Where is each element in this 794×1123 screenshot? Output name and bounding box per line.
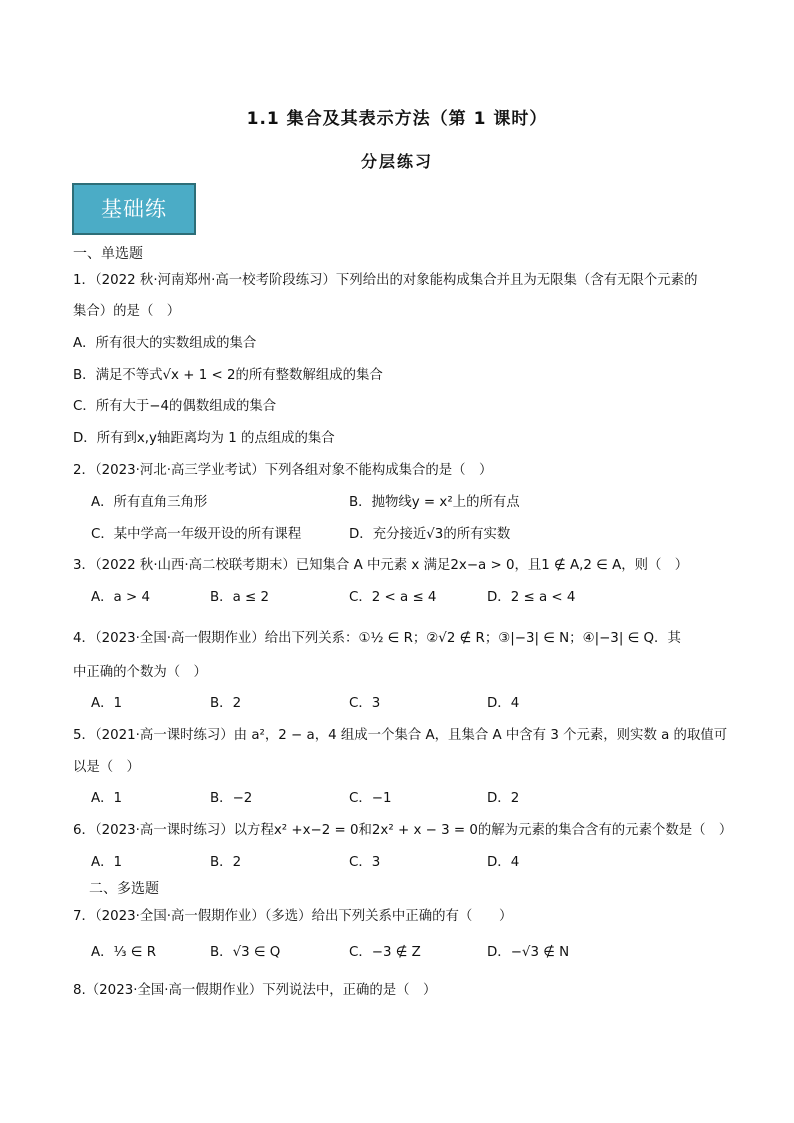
question-5-option-d: D．2 bbox=[487, 791, 520, 806]
question-6-option-d: D．4 bbox=[487, 855, 520, 870]
question-7-stem: 7．（2023·全国·高一假期作业）（多选）给出下列关系中正确的有（ ） bbox=[73, 909, 513, 924]
section-single-choice: 一、单选题 bbox=[73, 246, 143, 262]
question-3-option-d: D．2 ≤ a < 4 bbox=[487, 590, 576, 605]
question-4-stem-cont: 中正确的个数为（ ） bbox=[73, 665, 207, 680]
question-7-option-a: A．⅓ ∈ R bbox=[91, 945, 157, 960]
question-5-option-a: A．1 bbox=[91, 791, 123, 806]
question-5-stem: 5．（2021·高一课时练习）由 a²，2 − a，4 组成一个集合 A，且集合 A 中含有 3 个元素，则实数 a 的取值可 bbox=[73, 728, 728, 743]
page-title: 1.1 集合及其表示方法（第 1 课时） bbox=[246, 109, 548, 129]
question-6-option-b: B．2 bbox=[210, 855, 242, 870]
question-4-option-a: A．1 bbox=[91, 696, 123, 711]
question-2-stem: 2．（2023·河北·高三学业考试）下列各组对象不能构成集合的是（ ） bbox=[73, 463, 493, 478]
question-1-option-c: C．所有大于−4的偶数组成的集合 bbox=[73, 399, 277, 414]
question-7-option-d: D．−√3 ∉ N bbox=[487, 945, 570, 960]
question-1-option-a: A．所有很大的实数组成的集合 bbox=[73, 336, 257, 351]
question-3-option-b: B．a ≤ 2 bbox=[210, 590, 270, 605]
level-badge: 基础练 bbox=[72, 183, 196, 235]
question-3-option-c: C．2 < a ≤ 4 bbox=[349, 590, 437, 605]
question-1-option-d: D．所有到x,y轴距离均为 1 的点组成的集合 bbox=[73, 431, 335, 446]
page-subtitle: 分层练习 bbox=[360, 152, 433, 171]
question-4-stem: 4．（2023·全国·高一假期作业）给出下列关系：①½ ∈ R；②√2 ∉ R；③|−3| ∈ N；④|−3| ∈ Q．其 bbox=[73, 631, 681, 646]
question-6-option-c: C．3 bbox=[349, 855, 381, 870]
question-8-stem: 8.（2023·全国·高一假期作业）下列说法中，正确的是（ ） bbox=[73, 983, 437, 998]
question-4-option-b: B．2 bbox=[210, 696, 242, 711]
question-4-option-c: C．3 bbox=[349, 696, 381, 711]
question-3-stem: 3．（2022 秋·山西·高二校联考期末）已知集合 A 中元素 x 满足2x−a > 0，且1 ∉ A,2 ∈ A，则（ ） bbox=[73, 558, 689, 573]
question-2-option-a: A．所有直角三角形 bbox=[91, 495, 208, 510]
question-5-stem-cont: 以是（ ） bbox=[73, 760, 140, 775]
question-3-option-a: A．a > 4 bbox=[91, 590, 151, 605]
question-4-option-d: D．4 bbox=[487, 696, 520, 711]
section-multiple-choice: 二、多选题 bbox=[89, 881, 159, 897]
question-5-option-c: C．−1 bbox=[349, 791, 392, 806]
question-6-option-a: A．1 bbox=[91, 855, 123, 870]
question-2-option-d: D．充分接近√3的所有实数 bbox=[349, 527, 511, 542]
question-1-stem-cont: 集合）的是（ ） bbox=[73, 304, 181, 319]
question-2-option-b: B．抛物线y = x²上的所有点 bbox=[349, 495, 520, 510]
question-5-option-b: B．−2 bbox=[210, 791, 253, 806]
question-7-option-b: B．√3 ∈ Q bbox=[210, 945, 281, 960]
question-2-option-c: C．某中学高一年级开设的所有课程 bbox=[91, 527, 302, 542]
question-7-option-c: C．−3 ∉ Z bbox=[349, 945, 421, 960]
question-1-option-b: B．满足不等式√x + 1 < 2的所有整数解组成的集合 bbox=[73, 368, 383, 383]
question-6-stem: 6．（2023·高一课时练习）以方程x² +x−2 = 0和2x² + x − 3 = 0的解为元素的集合含有的元素个数是（ ） bbox=[73, 823, 733, 838]
question-1-stem: 1．（2022 秋·河南郑州·高一校考阶段练习）下列给出的对象能构成集合并且为无限集（含有无限个元素的 bbox=[73, 273, 698, 288]
